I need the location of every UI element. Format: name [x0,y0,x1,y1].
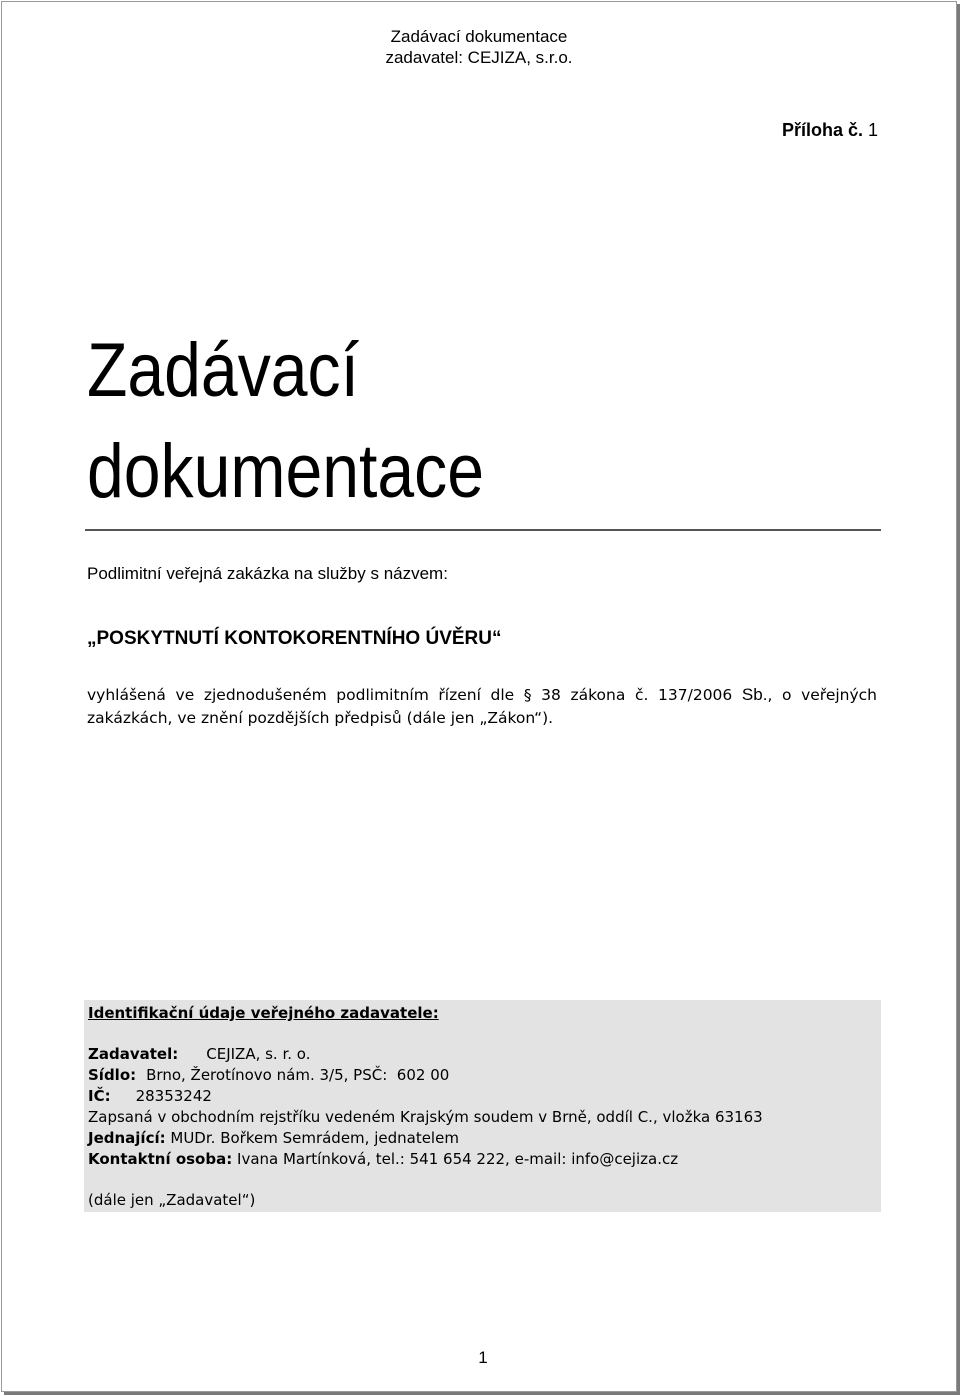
title-divider [85,529,881,531]
announcement-part-2: , o veřejných zakázkách, ve znění pozdějších předpisů (dále jen „Zákon“). [87,686,877,727]
authority-footer-note: (dále jen „Zadavatel“) [88,1191,256,1209]
ic-label: IČ: [88,1087,111,1105]
jednajici-label: Jednající: [88,1129,166,1147]
document-page [1,1,957,1392]
sidlo-label: Sídlo: [88,1066,137,1084]
authority-heading: Identifikační údaje veřejného zadavatele: [88,1004,439,1022]
ic-row [88,1087,212,1105]
document-title [87,320,484,522]
zadavatel-label: Zadavatel: [88,1045,179,1063]
registry-row: Zapsaná v obchodním rejstříku vedeném Krajským soudem v Brně, oddíl C., vložka 63163 [88,1108,763,1126]
kontakt-label: Kontaktní osoba: [88,1150,233,1168]
zadavatel-value: CEJIZA, s. r. o. [206,1045,311,1063]
sidlo-row [88,1066,449,1084]
contracting-authority-box [84,1000,881,1212]
intro-text: Podlimitní veřejná zakázka na služby s názvem: [87,564,448,583]
sidlo-value: Brno, Žerotínovo nám. 3/5, PSČ: [146,1066,388,1084]
title-line-2: dokumentace [87,429,484,514]
psc-value: 602 00 [396,1066,450,1084]
header-contracting-authority: zadavatel: CEJIZA, s.r.o. [385,48,573,67]
attachment-prefix: Příloha č. [781,120,863,140]
kontakt-row [88,1150,678,1168]
jednajici-row [88,1129,459,1147]
announcement-text [87,683,877,730]
jednajici-value: MUDr. Bořkem Semrádem, jednatelem [170,1129,459,1147]
attachment-label [782,120,878,141]
announcement-sb: Sb. [741,685,768,704]
header-title: Zadávací dokumentace [390,27,568,46]
page-number: 1 [478,1348,488,1367]
kontakt-value: Ivana Martínková, tel.: 541 654 222, e-mail: info@cejiza.cz [237,1150,679,1168]
announcement-part-1: vyhlášená ve zjednodušeném podlimitním řízení dle § 38 zákona č. 137/2006 [87,686,742,704]
zadavatel-row [88,1045,310,1063]
title-line-1: Zadávací [87,328,359,413]
ic-value: 28353242 [135,1087,212,1105]
attachment-number: 1 [867,120,878,140]
contract-name: „POSKYTNUTÍ KONTOKORENTNÍHO ÚVĚRU“ [87,628,502,649]
